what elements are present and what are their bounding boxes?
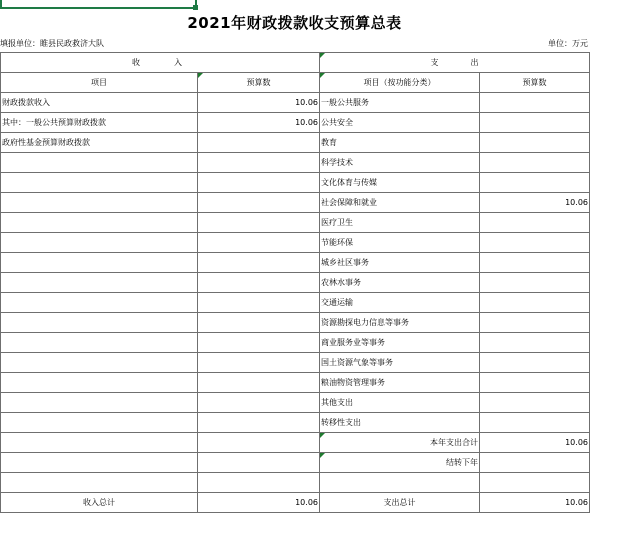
column-header-row [1, 73, 590, 93]
empty-cell[interactable] [480, 453, 590, 473]
table-row [1, 133, 590, 153]
col-header-budget-2[interactable]: 预算数 [480, 73, 590, 93]
income-value-cell[interactable] [198, 273, 320, 293]
col-header-budget[interactable]: 预算数 [198, 73, 320, 93]
table-row [1, 313, 590, 333]
col-header-item[interactable]: 项目 [1, 73, 198, 93]
expense-value-cell[interactable]: 10.06 [480, 193, 590, 213]
expense-value-cell[interactable] [480, 353, 590, 373]
table-row [1, 153, 590, 173]
expense-item-cell[interactable]: 商业服务业等事务 [320, 333, 480, 353]
income-item-cell[interactable] [1, 213, 198, 233]
expense-value-cell[interactable] [480, 133, 590, 153]
table-row [1, 413, 590, 433]
income-item-cell[interactable] [1, 313, 198, 333]
expense-item-cell[interactable]: 科学技术 [320, 153, 480, 173]
reporting-unit[interactable]: 填报单位：睢县民政救济大队 [0, 39, 104, 48]
expense-total-value[interactable]: 10.06 [480, 433, 590, 453]
table-row [1, 93, 590, 113]
expense-value-cell[interactable] [480, 153, 590, 173]
table-row [1, 273, 590, 293]
selection-bottom-edge [0, 7, 197, 9]
carry-forward-label[interactable]: 结转下年 [320, 453, 480, 473]
sheet-title[interactable]: 2021年财政拨款收支预算总表 [187, 14, 402, 32]
budget-table [0, 52, 590, 513]
expense-value-cell[interactable] [480, 373, 590, 393]
table-row [1, 173, 590, 193]
expense-total-label[interactable]: 本年支出合计 [320, 433, 480, 453]
expense-item-cell[interactable]: 农林水事务 [320, 273, 480, 293]
table-row [1, 333, 590, 353]
income-value-cell[interactable] [198, 413, 320, 433]
comment-marker-icon [198, 73, 203, 78]
table-row [1, 373, 590, 393]
income-item-cell[interactable]: 其中：一般公共预算财政拨款 [1, 113, 198, 133]
income-value-cell[interactable] [198, 333, 320, 353]
expense-value-cell[interactable] [480, 313, 590, 333]
income-item-cell[interactable] [1, 153, 198, 173]
income-item-cell[interactable] [1, 253, 198, 273]
income-item-cell[interactable] [1, 333, 198, 353]
income-value-cell[interactable] [198, 373, 320, 393]
income-grand-label[interactable]: 收入总计 [1, 493, 198, 513]
comment-marker-icon [320, 433, 325, 438]
income-item-cell[interactable] [1, 353, 198, 373]
expense-item-cell[interactable]: 社会保障和就业 [320, 193, 480, 213]
comment-marker-icon [320, 453, 325, 458]
income-item-cell[interactable] [1, 173, 198, 193]
income-item-cell[interactable] [1, 233, 198, 253]
carry-forward-row [1, 453, 590, 473]
selection-fill-handle[interactable] [193, 5, 198, 10]
income-value-cell[interactable] [198, 253, 320, 273]
expense-item-cell[interactable]: 转移性支出 [320, 413, 480, 433]
income-item-cell[interactable] [1, 373, 198, 393]
expense-item-cell[interactable]: 城乡社区事务 [320, 253, 480, 273]
table-row [1, 233, 590, 253]
empty-cell[interactable] [198, 453, 320, 473]
empty-cell[interactable] [198, 473, 320, 493]
empty-cell[interactable] [1, 473, 198, 493]
income-value-cell[interactable]: 10.06 [198, 93, 320, 113]
table-row [1, 253, 590, 273]
income-item-cell[interactable]: 财政拨款收入 [1, 93, 198, 113]
expense-value-cell[interactable] [480, 113, 590, 133]
expense-item-cell[interactable]: 资源勘探电力信息等事务 [320, 313, 480, 333]
income-value-cell[interactable] [198, 233, 320, 253]
comment-marker-icon [320, 53, 325, 58]
expense-value-cell[interactable] [480, 173, 590, 193]
empty-cell[interactable] [198, 433, 320, 453]
expense-item-cell[interactable]: 文化体育与传媒 [320, 173, 480, 193]
table-row [1, 293, 590, 313]
income-value-cell[interactable] [198, 293, 320, 313]
income-value-cell[interactable]: 10.06 [198, 113, 320, 133]
income-value-cell[interactable] [198, 193, 320, 213]
expense-value-cell[interactable] [480, 213, 590, 233]
currency-unit[interactable]: 单位：万元 [548, 39, 588, 48]
income-value-cell[interactable] [198, 133, 320, 153]
income-item-cell[interactable]: 政府性基金预算财政拨款 [1, 133, 198, 153]
table-row [1, 213, 590, 233]
income-grand-value[interactable]: 10.06 [198, 493, 320, 513]
table-row [1, 113, 590, 133]
income-item-cell[interactable] [1, 273, 198, 293]
empty-cell[interactable] [1, 433, 198, 453]
income-value-cell[interactable] [198, 313, 320, 333]
expense-value-cell[interactable] [480, 293, 590, 313]
expense-item-cell[interactable]: 交通运输 [320, 293, 480, 313]
income-item-cell[interactable] [1, 413, 198, 433]
expense-item-cell[interactable]: 医疗卫生 [320, 213, 480, 233]
blank-row [1, 473, 590, 493]
group-header-row [1, 53, 590, 73]
expense-item-cell[interactable]: 粮油物资管理事务 [320, 373, 480, 393]
income-value-cell[interactable] [198, 173, 320, 193]
expense-item-cell[interactable]: 国土资源气象等事务 [320, 353, 480, 373]
expense-item-cell[interactable]: 节能环保 [320, 233, 480, 253]
expense-item-cell[interactable]: 教育 [320, 133, 480, 153]
expense-total-row [1, 433, 590, 453]
expense-value-cell[interactable] [480, 253, 590, 273]
col-header-item-func[interactable]: 项目（按功能分类） [320, 73, 480, 93]
expense-value-cell[interactable] [480, 393, 590, 413]
income-value-cell[interactable] [198, 153, 320, 173]
empty-cell[interactable] [1, 453, 198, 473]
expense-item-cell[interactable]: 一般公共服务 [320, 93, 480, 113]
table-row [1, 393, 590, 413]
income-value-cell[interactable] [198, 353, 320, 373]
expense-value-cell[interactable] [480, 93, 590, 113]
comment-marker-icon [320, 73, 325, 78]
expense-value-cell[interactable] [480, 333, 590, 353]
income-item-cell[interactable] [1, 193, 198, 213]
income-item-cell[interactable] [1, 393, 198, 413]
table-row [1, 353, 590, 373]
income-group-header[interactable]: 收 入 [1, 53, 320, 73]
expense-group-header[interactable]: 支 出 [320, 53, 590, 73]
income-value-cell[interactable] [198, 393, 320, 413]
expense-grand-label[interactable]: 支出总计 [320, 493, 480, 513]
empty-cell[interactable] [320, 473, 480, 493]
income-item-cell[interactable] [1, 293, 198, 313]
expense-value-cell[interactable] [480, 233, 590, 253]
expense-value-cell[interactable] [480, 413, 590, 433]
expense-value-cell[interactable] [480, 273, 590, 293]
grand-total-row [1, 493, 590, 513]
expense-item-cell[interactable]: 其他支出 [320, 393, 480, 413]
table-row [1, 193, 590, 213]
empty-cell[interactable] [480, 473, 590, 493]
expense-item-cell[interactable]: 公共安全 [320, 113, 480, 133]
income-value-cell[interactable] [198, 213, 320, 233]
expense-grand-value[interactable]: 10.06 [480, 493, 590, 513]
